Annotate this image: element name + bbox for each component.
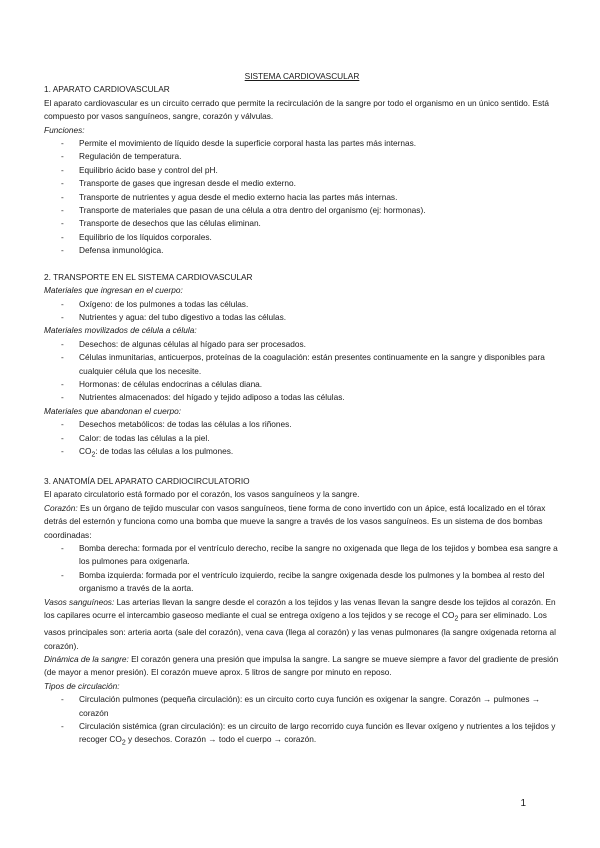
- dinamica-label: Dinámica de la sangre:: [44, 653, 129, 664]
- list-item: - Calor: de todas las células a la piel.: [44, 432, 560, 445]
- page-number: 1: [520, 798, 526, 809]
- document-title: SISTEMA CARDIOVASCULAR: [244, 71, 360, 81]
- functions-list: [44, 137, 560, 258]
- abandonan-label: Materiales que abandonan el cuerpo:: [44, 405, 181, 416]
- tipos-label: Tipos de circulación:: [44, 680, 120, 691]
- section-3-intro: El aparato circulatorio está formado por el corazón, los vasos sanguíneos y la sangre.: [44, 489, 360, 500]
- list-item: [44, 445, 560, 462]
- section-3-heading: 3. ANATOMÍA DEL APARATO CARDIOCIRCULATORIO: [44, 476, 250, 487]
- list-item: - Regulación de temperatura.: [44, 150, 560, 163]
- list-item: - Equilibrio ácido base y control del pH.: [44, 164, 560, 177]
- list-item: - Nutrientes almacenados: del hígado y tejido adiposo a todas las células.: [44, 391, 560, 404]
- co2-text: CO: [79, 445, 92, 456]
- c2-text: Circulación sistémica (gran circulación): es un circuito de largo recorrido cuya función es llevar oxígeno y nutrientes a los tejidos y recoger CO: [79, 721, 556, 745]
- list-item: - Nutrientes y agua: del tubo digestivo a todas las células.: [44, 311, 560, 324]
- movilizados-label: Materiales movilizados de célula a célula:: [44, 325, 197, 336]
- bombas-list: [44, 542, 560, 596]
- list-item: - Defensa inmunológica.: [44, 244, 560, 257]
- list-item: - Transporte de materiales que pasan de una célula a otra dentro del organismo (ej: hormonas).: [44, 204, 560, 217]
- ingresan-label: Materiales que ingresan en el cuerpo:: [44, 285, 183, 296]
- abandonan-list: [44, 418, 560, 462]
- list-item: - Transporte de gases que ingresan desde el medio externo.: [44, 177, 560, 190]
- vasos-text: Las arterias llevan la sangre desde el corazón a los tejidos y las venas llevan la sangre desde los tejidos al corazón. En los capilares ocurre el intercambio gaseoso mediante el cual se entrega oxígeno a los tejidos y se recoge el CO: [44, 596, 556, 621]
- list-item: - Desechos metabólicos: de todas las células a los riñones.: [44, 418, 560, 431]
- c2-subscript: 2: [121, 740, 126, 748]
- section-1-heading: 1. APARATO CARDIOVASCULAR: [44, 84, 170, 95]
- section-1-intro: El aparato cardiovascular es un circuito cerrado que permite la recirculación de la sangre por todo el organismo en un único sentido. Está compuesto por vasos sanguíneos, sangre, corazón y válvulas.: [44, 97, 550, 122]
- functions-label: Funciones:: [44, 124, 85, 135]
- vasos-text-rest: para ser eliminado. Los vasos principales son: arteria aorta (sale del corazón), vena cava (llega al corazón) y las venas pulmonares (la sangre oxigenada retorna al corazón).: [44, 610, 556, 651]
- c2-text-rest: y desechos. Corazón → todo el cuerpo → corazón.: [125, 734, 317, 745]
- list-item: - Transporte de nutrientes y agua desde el medio externo hacia las partes más internas.: [44, 191, 560, 204]
- ingresan-list: [44, 298, 560, 325]
- co2-subscript: 2: [91, 451, 96, 459]
- list-item: - Células inmunitarias, anticuerpos, proteínas de la coagulación: están presentes continuamente en la sangre y disponibles para cualquier célula que los necesite.: [44, 351, 560, 378]
- vasos-label: Vasos sanguíneos:: [44, 596, 115, 607]
- vasos-paragraph: [44, 596, 560, 653]
- corazon-paragraph: [44, 502, 560, 542]
- list-item: - Transporte de desechos que las células eliminan.: [44, 217, 560, 230]
- list-item: - Desechos: de algunas células al hígado para ser procesados.: [44, 338, 560, 351]
- vasos-subscript: 2: [454, 615, 459, 623]
- co2-rest: : de todas las células a los pulmones.: [95, 445, 234, 456]
- document-page: [44, 70, 560, 750]
- list-item: - Circulación pulmones (pequeña circulación): es un circuito corto cuya función es oxigenar la sangre. Corazón → pulmones → corazón: [44, 693, 560, 720]
- section-2-heading: 2. TRANSPORTE EN EL SISTEMA CARDIOVASCULAR: [44, 271, 253, 282]
- list-item: - Bomba derecha: formada por el ventrículo derecho, recibe la sangre no oxigenada que llega de los tejidos y bombea esa sangre a los pulmones para oxigenarla.: [44, 542, 560, 569]
- dinamica-text: El corazón genera una presión que impulsa la sangre. La sangre se mueve siempre a favor del gradiente de presión (de mayor a menor presión). El corazón mueve aprox. 5 litros de sangre por minuto en reposo.: [44, 653, 559, 678]
- corazon-text: Es un órgano de tejido muscular con vasos sanguíneos, tiene forma de cono invertido con un ápice, está localizado en el tórax detrás del esternón y funciona como una bomba que mueve la sangre a través de los vasos sanguíneos. Es un sistema de dos bombas coordinadas:: [44, 502, 546, 540]
- circulacion-list: [44, 693, 560, 750]
- dinamica-paragraph: [44, 653, 560, 680]
- list-item: - Permite el movimiento de líquido desde la superficie corporal hasta las partes más internas.: [44, 137, 560, 150]
- corazon-label: Corazón:: [44, 502, 78, 513]
- list-item: - Hormonas: de células endocrinas a células diana.: [44, 378, 560, 391]
- list-item: - Equilibrio de los líquidos corporales.: [44, 231, 560, 244]
- list-item: - Bomba izquierda: formada por el ventrículo izquierdo, recibe la sangre oxigenada desde los pulmones y la bombea al resto del organismo a través de la aorta.: [44, 569, 560, 596]
- movilizados-list: [44, 338, 560, 405]
- list-item: - Oxígeno: de los pulmones a todas las células.: [44, 298, 560, 311]
- list-item: [44, 720, 560, 750]
